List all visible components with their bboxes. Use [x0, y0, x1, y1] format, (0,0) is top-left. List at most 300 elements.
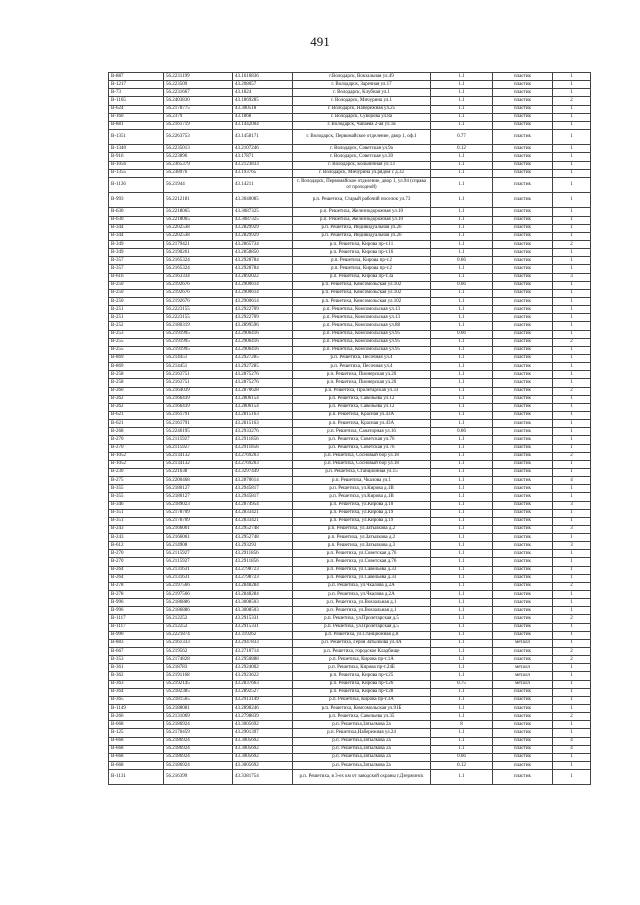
latitude-cell: 56.21944: [164, 177, 233, 192]
latitude-cell: 56.2165324: [164, 265, 233, 273]
table-row: [109, 330, 591, 338]
latitude-cell: 56.2179421: [164, 241, 233, 249]
site-id-cell: В-363: [109, 680, 164, 688]
material-cell: пластик: [493, 705, 553, 713]
count-cell: 1: [553, 639, 591, 647]
longitude-cell: 43.3005692: [233, 721, 293, 729]
material-cell: пластик: [493, 729, 553, 737]
longitude-cell: 43.293293: [233, 542, 293, 550]
volume-cell: 1.1: [431, 623, 493, 631]
site-id-cell: В-278: [109, 591, 164, 599]
site-id-cell: В-1136: [109, 177, 164, 192]
latitude-cell: 56.2192145: [164, 680, 233, 688]
site-id-cell: В-869: [109, 354, 164, 362]
address-cell: р.п. Решетиха, ул.Советская д.76: [293, 558, 431, 566]
longitude-cell: 43.2928784: [233, 265, 293, 273]
material-cell: пластик: [493, 411, 553, 419]
material-cell: пластик: [493, 542, 553, 550]
site-id-cell: В-351: [109, 517, 164, 525]
material-cell: пластик: [493, 688, 553, 696]
longitude-cell: 43.2815163: [233, 411, 293, 419]
latitude-cell: 56.2131631: [164, 574, 233, 582]
address-cell: г. Володарск, Советская ул.9а: [293, 145, 431, 153]
material-cell: пластик: [493, 460, 553, 468]
table-row: [109, 444, 591, 452]
count-cell: 1: [553, 395, 591, 403]
count-cell: 2: [553, 452, 591, 460]
site-id-cell: В-278: [109, 582, 164, 590]
address-cell: р.п. Решетиха, ул.Пролетарская д.5: [293, 615, 431, 623]
longitude-cell: 43.3005692: [233, 745, 293, 753]
table-row: [109, 753, 591, 761]
table-row: [109, 468, 591, 476]
site-id-cell: В-1149: [109, 705, 164, 713]
site-id-cell: В-349: [109, 249, 164, 257]
material-cell: пластик: [493, 145, 553, 153]
address-cell: р.п. Решетиха, Кирова пр-т.3А: [293, 696, 431, 704]
latitude-cell: 56.2180319: [164, 322, 233, 330]
latitude-cell: 56.2192676: [164, 281, 233, 289]
address-cell: р.п. Решетиха, ул.Вокзальная д.1: [293, 607, 431, 615]
longitude-cell: 43.2928784: [233, 257, 293, 265]
volume-cell: 1.1: [431, 591, 493, 599]
longitude-cell: 43.2950888: [233, 656, 293, 664]
count-cell: 1: [553, 485, 591, 493]
site-id-cell: В-624: [109, 105, 164, 113]
latitude-cell: 56.2163334: [164, 273, 233, 281]
longitude-cell: 43.2107246: [233, 145, 293, 153]
latitude-cell: 56.218783: [164, 664, 233, 672]
volume-cell: 1.1: [431, 737, 493, 745]
count-cell: 1: [553, 363, 591, 371]
table-row: [109, 346, 591, 354]
count-cell: 2: [553, 582, 591, 590]
count-cell: 2: [553, 713, 591, 721]
latitude-cell: 56.2178775: [164, 105, 233, 113]
table-row: [109, 81, 591, 89]
longitude-cell: 43.2906416: [233, 338, 293, 346]
count-cell: 1: [553, 444, 591, 452]
longitude-cell: 43.2922709: [233, 314, 293, 322]
volume-cell: 1.1: [431, 97, 493, 105]
longitude-cell: 43.3005692: [233, 737, 293, 745]
site-id-cell: В-357: [109, 265, 164, 273]
site-id-cell: В-881: [109, 121, 164, 129]
volume-cell: 1.1: [431, 493, 493, 501]
address-cell: р.п. Решетиха, ул.Станционная д.8: [293, 631, 431, 639]
latitude-cell: 56.214451: [164, 354, 233, 362]
container-site-table: [108, 72, 591, 785]
address-cell: р.п. Решетиха, Советская ул.76: [293, 444, 431, 452]
volume-cell: 1.1: [431, 713, 493, 721]
address-cell: р.п. Решетиха, Красная ул.43А: [293, 420, 431, 428]
table-row: [109, 696, 591, 704]
site-id-cell: В-883: [109, 639, 164, 647]
address-cell: г. Володарск, Чапаева 2-ая ул.1в: [293, 121, 431, 129]
count-cell: 1: [553, 631, 591, 639]
count-cell: 1: [553, 558, 591, 566]
table-row: [109, 387, 591, 395]
table-row: [109, 639, 591, 647]
volume-cell: 1.1: [431, 387, 493, 395]
longitude-cell: 43.2870628: [233, 387, 293, 395]
material-cell: пластик: [493, 468, 553, 476]
longitude-cell: 43.2900614: [233, 297, 293, 305]
material-cell: пластик: [493, 745, 553, 753]
table-row: [109, 193, 591, 208]
longitude-cell: 43.2769203: [233, 452, 293, 460]
count-cell: 3: [553, 542, 591, 550]
site-id-cell: В-621: [109, 420, 164, 428]
table-row: [109, 129, 591, 144]
longitude-cell: 43.2927285: [233, 363, 293, 371]
count-cell: 1: [553, 591, 591, 599]
latitude-cell: 56.214451: [164, 363, 233, 371]
latitude-cell: 56.2186924: [164, 762, 233, 770]
volume-cell: 1.1: [431, 729, 493, 737]
address-cell: р.п. Решетиха, Станционная ул.15: [293, 468, 431, 476]
address-cell: р.п. Решетиха, Кирова пр-т.3а: [293, 273, 431, 281]
volume-cell: 1.1: [431, 542, 493, 550]
site-id-cell: В-1117: [109, 623, 164, 631]
latitude-cell: 56.2131631: [164, 566, 233, 574]
site-id-cell: В-243: [109, 534, 164, 542]
site-id-cell: В-344: [109, 224, 164, 232]
longitude-cell: 43.2915331: [233, 615, 293, 623]
latitude-cell: 56.2161791: [164, 411, 233, 419]
table-body: [109, 73, 591, 785]
site-id-cell: В-361: [109, 664, 164, 672]
latitude-cell: 56.2202538: [164, 232, 233, 240]
latitude-cell: 56.2365379: [164, 161, 233, 169]
count-cell: 1: [553, 330, 591, 338]
latitude-cell: 56.2188081: [164, 705, 233, 713]
volume-cell: 1.1: [431, 346, 493, 354]
material-cell: пластик: [493, 574, 553, 582]
site-id-cell: В-250: [109, 289, 164, 297]
material-cell: пластик: [493, 566, 553, 574]
table-row: [109, 314, 591, 322]
latitude-cell: 56.2192676: [164, 289, 233, 297]
address-cell: р.п. Решетиха, ул.Савельева д.33: [293, 566, 431, 574]
latitude-cell: 56.2181565: [164, 696, 233, 704]
address-cell: р.п. Решетиха, ул.Вокзальная д.1: [293, 599, 431, 607]
count-cell: 1: [553, 265, 591, 273]
site-id-cell: В-351: [109, 509, 164, 517]
table-row: [109, 208, 591, 216]
address-cell: г. Володарск, Больничная ул.13: [293, 161, 431, 169]
site-id-cell: В-355: [109, 485, 164, 493]
table-row: [109, 338, 591, 346]
address-cell: р.п. Решетиха, Пролетарская ул.33: [293, 387, 431, 395]
table-row: [109, 566, 591, 574]
table-row: [109, 574, 591, 582]
latitude-cell: 56.2191168: [164, 672, 233, 680]
count-cell: 1: [553, 257, 591, 265]
site-id-cell: В-1217: [109, 81, 164, 89]
table-row: [109, 289, 591, 297]
address-cell: р.п. Решетиха, Кирова пр-т.2: [293, 257, 431, 265]
latitude-cell: 56.2212181: [164, 193, 233, 208]
table-row: [109, 169, 591, 177]
site-id-cell: В-1117: [109, 615, 164, 623]
address-cell: р.п. Решетиха, Комсомольская ул.13: [293, 314, 431, 322]
latitude-cell: 56.2235013: [164, 145, 233, 153]
count-cell: 1: [553, 105, 591, 113]
site-id-cell: В-357: [109, 257, 164, 265]
address-cell: р.п. Решетиха, Комсомольская ул.13: [293, 306, 431, 314]
latitude-cell: 56.2189023: [164, 501, 233, 509]
volume-cell: 0.12: [431, 145, 493, 153]
site-id-cell: В-1131: [109, 770, 164, 785]
volume-cell: 1.1: [431, 444, 493, 452]
address-cell: р.п. Решетиха, ул.Савельева д.33: [293, 574, 431, 582]
latitude-cell: 56.2202538: [164, 224, 233, 232]
latitude-cell: 56.2186924: [164, 737, 233, 745]
site-id-cell: В-668: [109, 762, 164, 770]
table-row: [109, 216, 591, 224]
table-row: [109, 729, 591, 737]
page-number: 491: [310, 34, 330, 49]
address-cell: р.п. Решетиха, Индивидуальная ул.26: [293, 224, 431, 232]
latitude-cell: 56.2197566: [164, 582, 233, 590]
table-row: [109, 322, 591, 330]
count-cell: 1: [553, 224, 591, 232]
longitude-cell: 43.2892527: [233, 688, 293, 696]
volume-cell: 1.1: [431, 648, 493, 656]
material-cell: пластик: [493, 208, 553, 216]
address-cell: р.п. Решетиха, Комсомольская ул.102: [293, 289, 431, 297]
address-cell: р.п. Решетиха, Комсомольская ул.95: [293, 346, 431, 354]
site-id-cell: В-668: [109, 721, 164, 729]
volume-cell: 1.1: [431, 338, 493, 346]
volume-cell: 1.1: [431, 599, 493, 607]
count-cell: 1: [553, 468, 591, 476]
volume-cell: 1.1: [431, 224, 493, 232]
address-cell: г. Володарск, Первомайское отделение, двор 1, оф.1: [293, 129, 431, 144]
volume-cell: 1.1: [431, 656, 493, 664]
latitude-cell: 56.2164039: [164, 387, 233, 395]
material-cell: пластик: [493, 161, 553, 169]
volume-cell: 1.1: [431, 607, 493, 615]
site-id-cell: В-668: [109, 737, 164, 745]
count-cell: 1: [553, 153, 591, 161]
address-cell: р.п. Решетиха, ул.Затылкова д.3: [293, 542, 431, 550]
material-cell: пластик: [493, 241, 553, 249]
table-row: [109, 623, 591, 631]
material-cell: пластик: [493, 525, 553, 533]
table-row: [109, 745, 591, 753]
volume-cell: 1.1: [431, 322, 493, 330]
longitude-cell: 43.2945817: [233, 485, 293, 493]
latitude-cell: 56.2166439: [164, 395, 233, 403]
site-id-cell: В-255: [109, 346, 164, 354]
count-cell: 1: [553, 672, 591, 680]
latitude-cell: 56.2163751: [164, 371, 233, 379]
address-cell: р.п. Решетиха, ул.Кирова д.19: [293, 509, 431, 517]
table-row: [109, 770, 591, 785]
count-cell: 1: [553, 169, 591, 177]
count-cell: 1: [553, 729, 591, 737]
material-cell: пластик: [493, 615, 553, 623]
material-cell: пластик: [493, 387, 553, 395]
site-id-cell: В-264: [109, 566, 164, 574]
site-id-cell: В-125: [109, 729, 164, 737]
material-cell: металл: [493, 680, 553, 688]
address-cell: р.п. Решетиха, Савельева ул.35: [293, 713, 431, 721]
latitude-cell: 56.2165324: [164, 257, 233, 265]
volume-cell: 8: [431, 721, 493, 729]
count-cell: 1: [553, 460, 591, 468]
count-cell: 1: [553, 177, 591, 192]
site-id-cell: В-990: [109, 631, 164, 639]
table-row: [109, 73, 591, 81]
material-cell: пластик: [493, 371, 553, 379]
longitude-cell: 43.300518: [233, 105, 293, 113]
count-cell: 1: [553, 113, 591, 121]
volume-cell: 1.1: [431, 566, 493, 574]
longitude-cell: 43.2933276: [233, 428, 293, 436]
site-id-cell: В-258: [109, 371, 164, 379]
material-cell: пластик: [493, 623, 553, 631]
count-cell: 1: [553, 379, 591, 387]
longitude-cell: 43.14211: [233, 177, 293, 192]
table-row: [109, 224, 591, 232]
longitude-cell: 43.3008503: [233, 607, 293, 615]
longitude-cell: 43.2906416: [233, 346, 293, 354]
material-cell: пластик: [493, 599, 553, 607]
count-cell: 1: [553, 145, 591, 153]
longitude-cell: 43.3381754: [233, 770, 293, 785]
count-cell: 1: [553, 346, 591, 354]
longitude-cell: 43.2923622: [233, 672, 293, 680]
count-cell: 1: [553, 121, 591, 129]
address-cell: р.п. Решетиха, ул.Затылкова д.2: [293, 534, 431, 542]
material-cell: пластик: [493, 249, 553, 257]
table-row: [109, 517, 591, 525]
longitude-cell: 43.2858850: [233, 249, 293, 257]
address-cell: р.п. Решетиха, Кирова пр-т.28: [293, 688, 431, 696]
material-cell: пластик: [493, 113, 553, 121]
count-cell: 1: [553, 89, 591, 97]
table-row: [109, 420, 591, 428]
count-cell: 1: [553, 599, 591, 607]
count-cell: 1: [553, 306, 591, 314]
latitude-cell: 56.2163751: [164, 379, 233, 387]
longitude-cell: 43.2806154: [233, 403, 293, 411]
table-row: [109, 591, 591, 599]
table-row: [109, 705, 591, 713]
table-row: [109, 161, 591, 169]
latitude-cell: 56.2231199: [164, 73, 233, 81]
latitude-cell: 56.214908: [164, 542, 233, 550]
longitude-cell: 43.2833421: [233, 509, 293, 517]
volume-cell: 1.1: [431, 460, 493, 468]
volume-cell: 0.66: [431, 753, 493, 761]
site-id-cell: В-630: [109, 216, 164, 224]
address-cell: р.п. Решетиха, Савельева ул.12: [293, 403, 431, 411]
material-cell: пластик: [493, 257, 553, 265]
material-cell: пластик: [493, 656, 553, 664]
latitude-cell: 56.2178709: [164, 509, 233, 517]
site-id-cell: В-1056: [109, 161, 164, 169]
table-row: [109, 542, 591, 550]
material-cell: пластик: [493, 73, 553, 81]
latitude-cell: 56.216399: [164, 770, 233, 785]
longitude-cell: 43.2927285: [233, 354, 293, 362]
table-row: [109, 477, 591, 485]
latitude-cell: 56.2192676: [164, 297, 233, 305]
longitude-cell: 43.2915331: [233, 623, 293, 631]
longitude-cell: 43.2952748: [233, 534, 293, 542]
longitude-cell: 43.2947833: [233, 639, 293, 647]
table-row: [109, 371, 591, 379]
site-id-cell: В-251: [109, 314, 164, 322]
count-cell: 1: [553, 428, 591, 436]
volume-cell: 1.1: [431, 403, 493, 411]
site-id-cell: В-253: [109, 330, 164, 338]
latitude-cell: 56.221638: [164, 468, 233, 476]
table-row: [109, 395, 591, 403]
material-cell: пластик: [493, 493, 553, 501]
material-cell: пластик: [493, 338, 553, 346]
address-cell: р.п. Решетиха,Затылкова 2а: [293, 745, 431, 753]
latitude-cell: 56.2191995: [164, 330, 233, 338]
volume-cell: 1.1: [431, 354, 493, 362]
latitude-cell: 56.2182385: [164, 688, 233, 696]
volume-cell: 1.1: [431, 688, 493, 696]
volume-cell: 1.1: [431, 477, 493, 485]
table-row: [109, 363, 591, 371]
count-cell: 1: [553, 607, 591, 615]
material-cell: пластик: [493, 281, 553, 289]
site-id-cell: В-996: [109, 599, 164, 607]
address-cell: р.п. Решетиха, в 3-ех км от заводской охраны г.Дзержинск: [293, 770, 431, 785]
table-row: [109, 599, 591, 607]
table-row: [109, 737, 591, 745]
site-id-cell: В-270: [109, 550, 164, 558]
volume-cell: 1.1: [431, 420, 493, 428]
table-row: [109, 281, 591, 289]
address-cell: р.п. Решетиха, Кирова пр-т.25: [293, 672, 431, 680]
longitude-cell: 43.2815163: [233, 420, 293, 428]
site-id-cell: В-887: [109, 73, 164, 81]
address-cell: р.п. Решетиха, Санаторная ул.16: [293, 428, 431, 436]
site-id-cell: В-668: [109, 745, 164, 753]
address-cell: р.п. Решетиха, Комсомольская ул.102: [293, 297, 431, 305]
table-row: [109, 721, 591, 729]
latitude-cell: 56.2218065: [164, 216, 233, 224]
material-cell: пластик: [493, 273, 553, 281]
address-cell: р.п. Решетиха, ул.Советская д.76: [293, 550, 431, 558]
table-row: [109, 89, 591, 97]
volume-cell: 1.1: [431, 615, 493, 623]
volume-cell: 1.1: [431, 501, 493, 509]
table-row: [109, 631, 591, 639]
count-cell: 3: [553, 525, 591, 533]
volume-cell: 1.1: [431, 371, 493, 379]
count-cell: 1: [553, 509, 591, 517]
address-cell: г. Володарск, Заречная ул.17: [293, 81, 431, 89]
longitude-cell: 43.2898246: [233, 705, 293, 713]
site-id-cell: В-616: [109, 273, 164, 281]
latitude-cell: 56.223509: [164, 81, 233, 89]
latitude-cell: 56.2223155: [164, 306, 233, 314]
volume-cell: 1.1: [431, 153, 493, 161]
address-cell: р.п. Решетиха, Кирова пр-т.1А: [293, 656, 431, 664]
table-row: [109, 145, 591, 153]
count-cell: 1: [553, 322, 591, 330]
